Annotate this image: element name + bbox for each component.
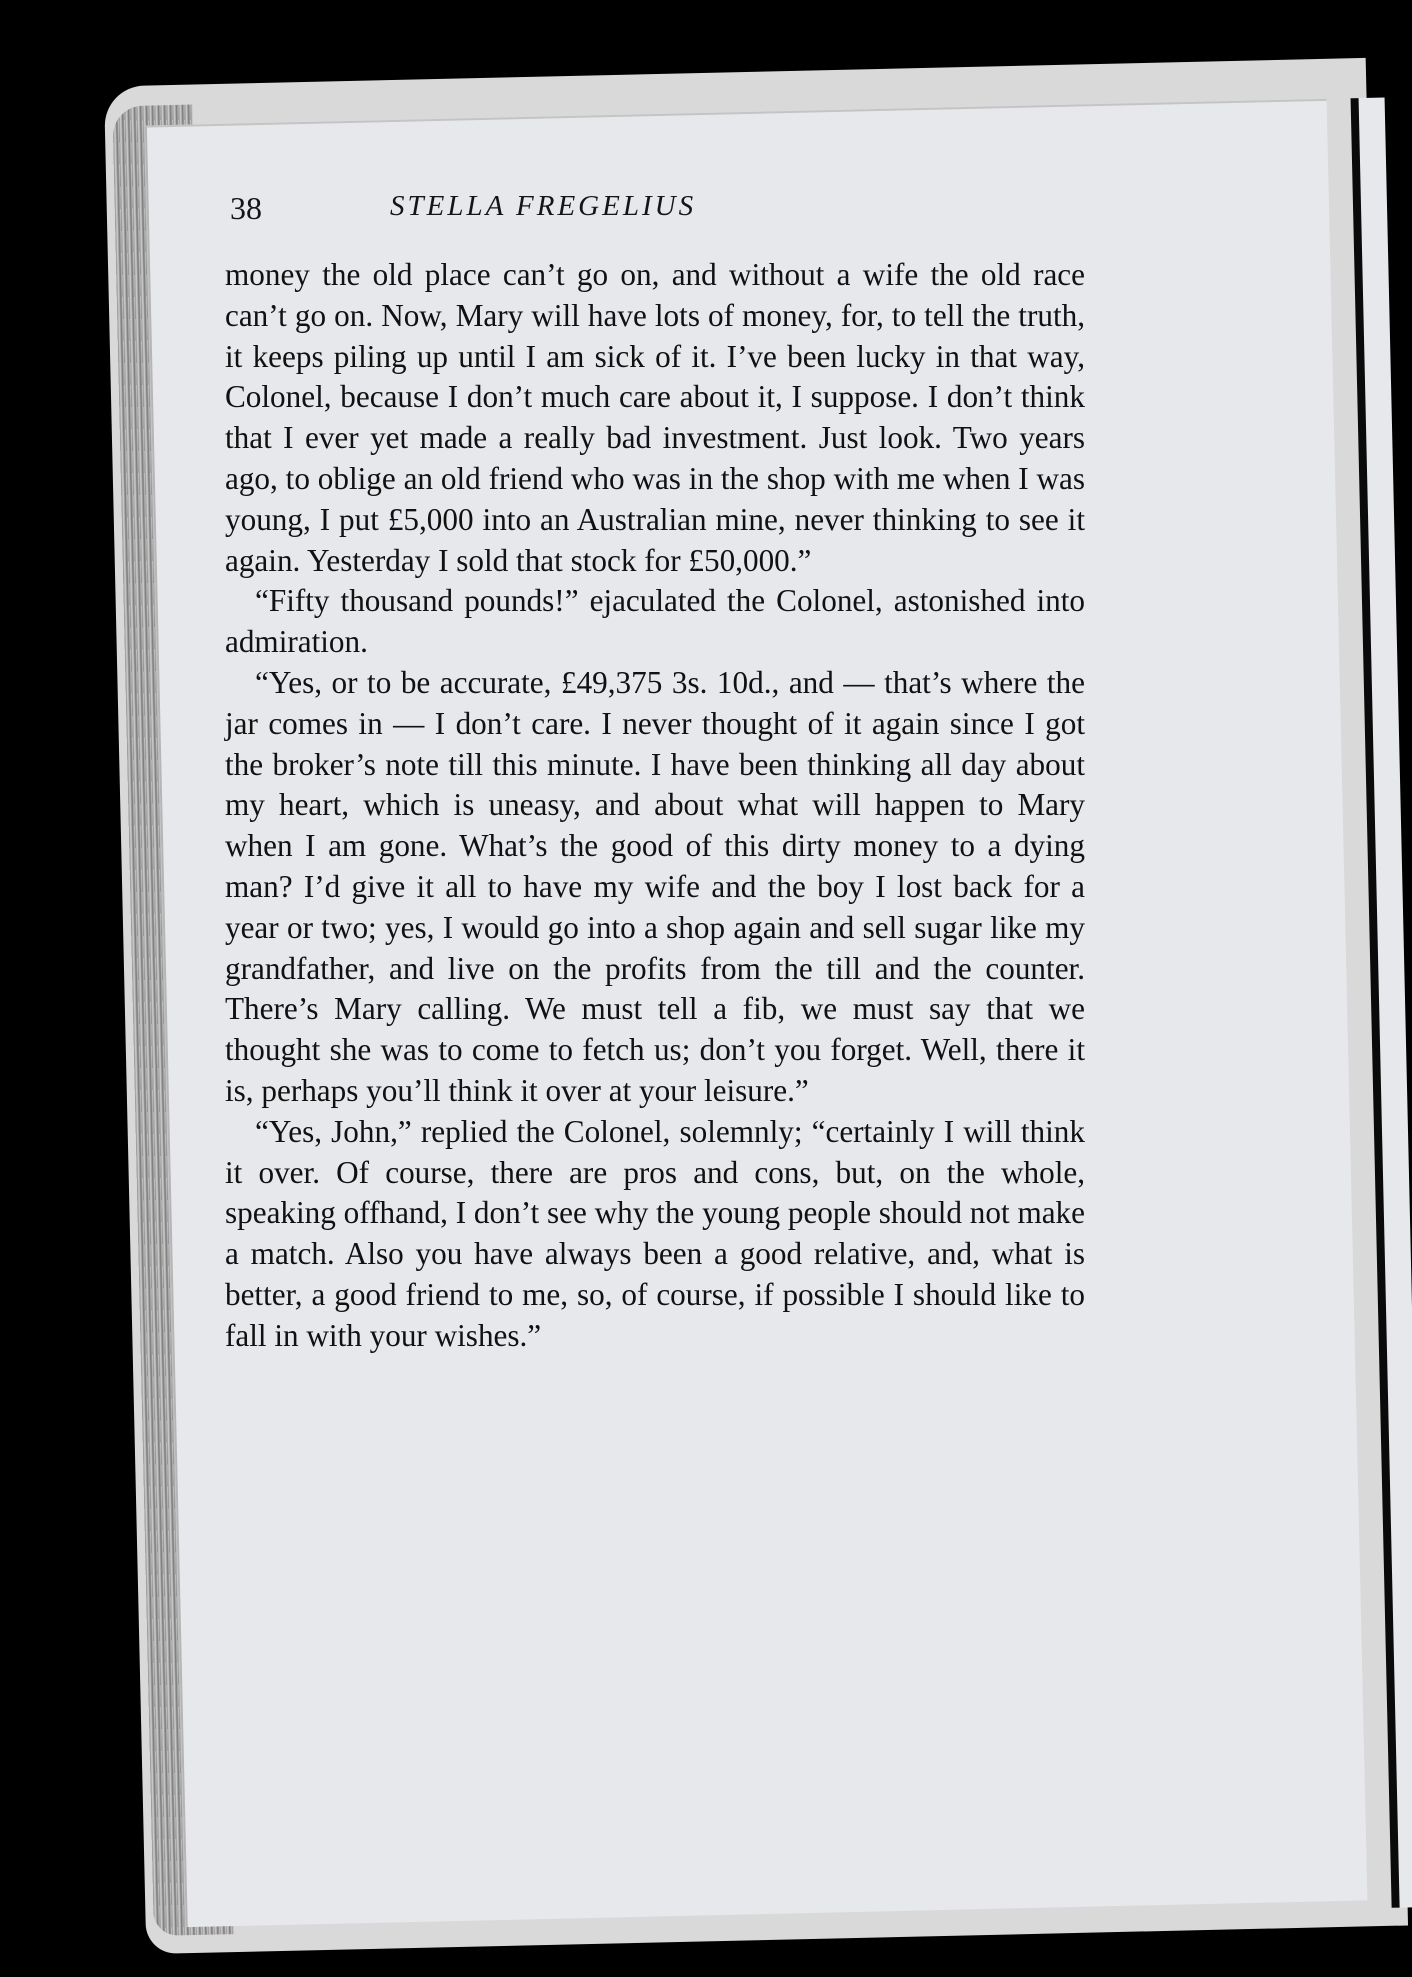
running-title: STELLA FREGELIUS [390,190,697,222]
body-text [225,255,1085,1357]
paragraph: “Yes, John,” replied the Colonel, solemnly; “certainly I will think it over. Of course, there are pros and cons, but, on the whole, speaking offhand, I don’t see why the young people should not make a match. Also you have always been a good relative, and, what is better, a good friend to me, so, of course, if possible I should like to fall in with your wishes.” [225,1113,1085,1353]
paragraph: money the old place can’t go on, and without a wife the old race can’t go on. Now, Mary will have lots of money, for, to tell the truth, it keeps piling up until I am sick of it. I’ve been lucky in that way, Colonel, because I don’t much care about it, I suppose. I don’t think that I ever yet made a really bad investment. Just look. Two years ago, to oblige an old friend who was in the shop with me when I was young, I put £5,000 into an Australian mine, never thinking to see it again. Yesterday I sold that stock for £50,000.” [225,257,1085,578]
paragraph: “Yes, or to be accurate, £49,375 3s. 10d., and — that’s where the jar comes in — I don’t care. I never thought of it again since I got the broker’s note till this minute. I have been thinking all day about my heart, which is uneasy, and about what will happen to Mary when I am gone. What’s the good of this dirty money to a dying man? I’d give it all to have my wife and the boy I lost back for a year or two; yes, I would go into a shop again and sell sugar like my grandfather, and live on the profits from the till and the counter. There’s Mary calling. We must tell a fib, we must say that we thought she was to come to fetch us; don’t you forget. Well, there it is, perhaps you’ll think it over at your leisure.” [225,664,1085,1108]
page-number: 38 [230,190,262,226]
paragraph: “Fifty thousand pounds!” ejaculated the Colonel, astonished into admiration. [225,583,1085,660]
page-header [230,190,1050,250]
